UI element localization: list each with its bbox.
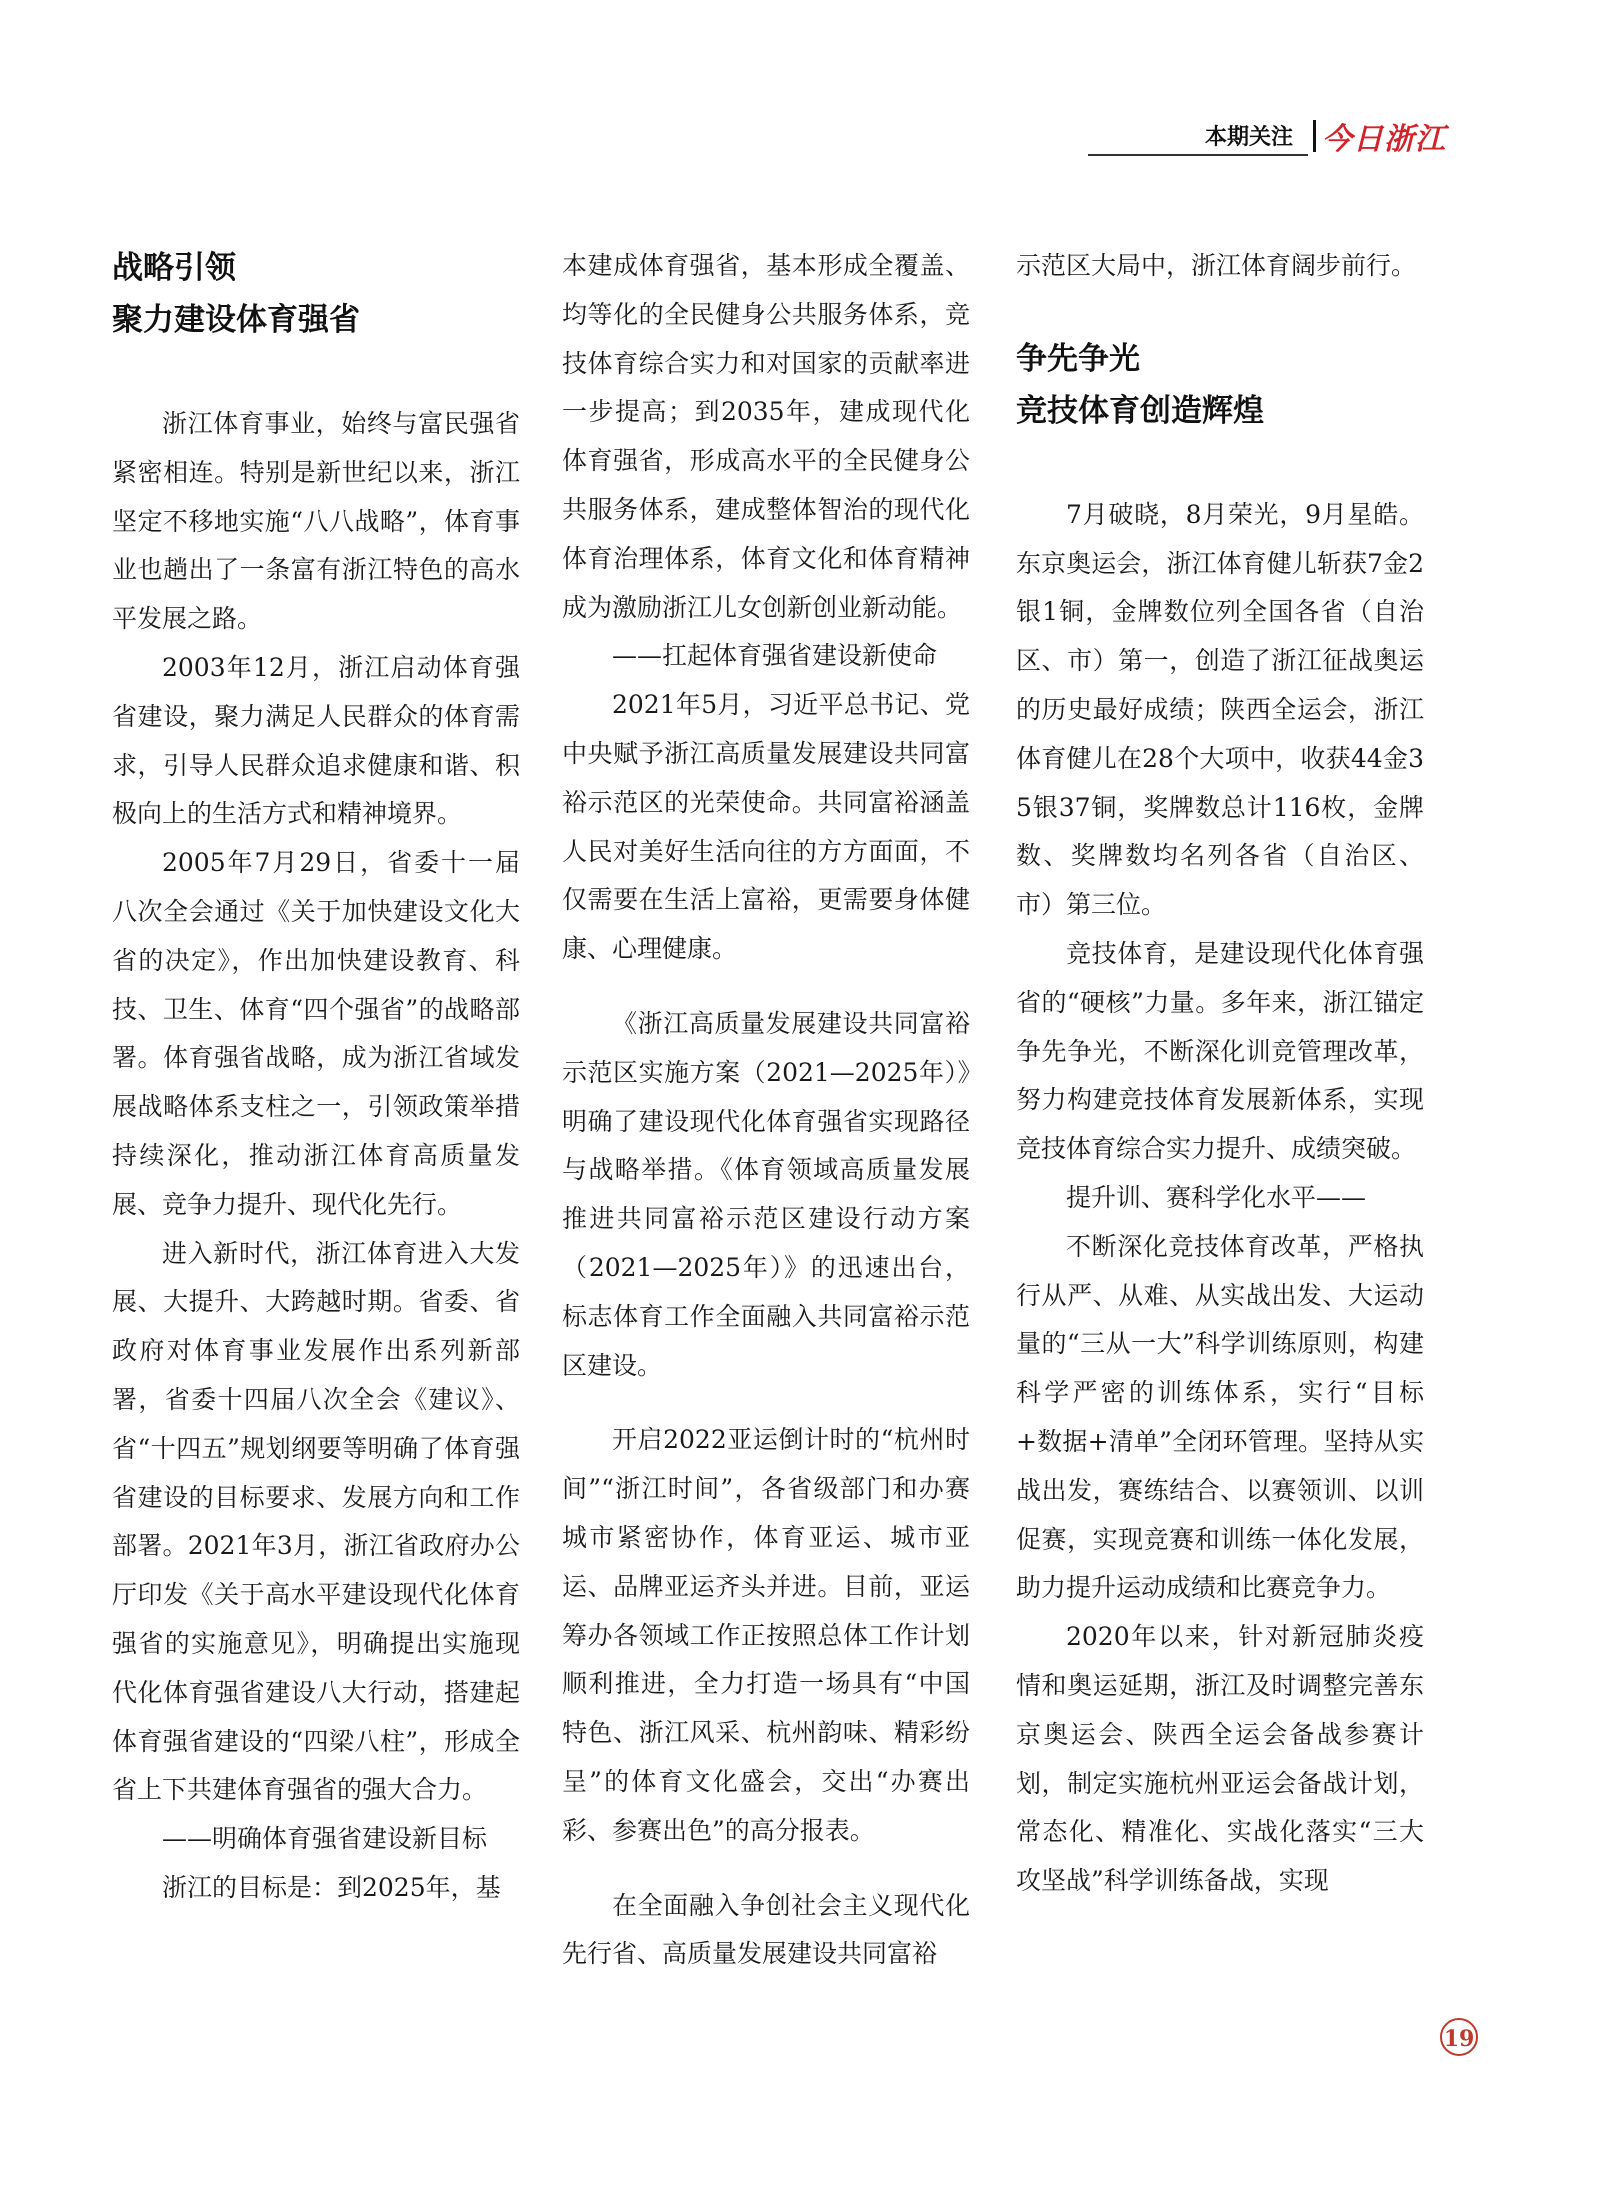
paragraph-continued: 本建成体育强省，基本形成全覆盖、均等化的全民健身公共服务体系，竞技体育综合实力和对国家的贡献率进一步提高；到2035年，建成现代化体育强省，形成高水平的全民健身公共服务体系，建成整体智治的现代化体育治理体系，体育文化和体育精神成为激励浙江儿女创新创业新动能。 bbox=[562, 251, 970, 622]
article-column-2 bbox=[562, 242, 970, 1979]
paragraph: 2005年7月29日，省委十一届八次全会通过《关于加快建设文化大省的决定》，作出加快建设教育、科技、卫生、体育“四个强省”的战略部署。体育强省战略，成为浙江省域发展战略体系支柱之一，引领政策举措持续深化，推动浙江体育高质量发展、竞争力提升、现代化先行。 bbox=[112, 848, 520, 1219]
header-separator bbox=[1313, 120, 1316, 152]
subheading: 提升训、赛科学化水平—— bbox=[1066, 1182, 1367, 1212]
paragraph: 开启2022亚运倒计时的“杭州时间”“浙江时间”，各省级部门和办赛城市紧密协作，体育亚运、城市亚运、品牌亚运齐头并进。目前，亚运筹办各领域工作正按照总体工作计划顺利推进，全力打造一场具有“中国特色、浙江风采、杭州韵味、精彩纷呈”的体育文化盛会，交出“办赛出彩、参赛出色”的高分报表。 bbox=[562, 1425, 970, 1845]
paragraph: 进入新时代，浙江体育进入大发展、大提升、大跨越时期。省委、省政府对体育事业发展作出系列新部署，省委十四届八次全会《建议》、省“十四五”规划纲要等明确了体育强省建设的目标要求、发展方向和工作部署。2021年3月，浙江省政府办公厅印发《关于高水平建设现代化体育强省的实施意见》，明确提出实施现代化体育强省建设八大行动，搭建起体育强省建设的“四梁八柱”，形成全省上下共建体育强省的强大合力。 bbox=[112, 1238, 520, 1805]
page-number: 19 bbox=[1440, 2018, 1478, 2056]
paragraph: 不断深化竞技体育改革，严格执行从严、从难、从实战出发、大运动量的“三从一大”科学训练原则，构建科学严密的训练体系，实行“目标+数据+清单”全闭环管理。坚持从实战出发，赛练结合、以赛领训、以训促赛，实现竞赛和训练一体化发展，助力提升运动成绩和比赛竞争力。 bbox=[1016, 1231, 1424, 1603]
paragraph: 浙江的目标是：到2025年，基 bbox=[162, 1872, 501, 1902]
paragraph: 2021年5月，习近平总书记、党中央赋予浙江高质量发展建设共同富裕示范区的光荣使命。共同富裕涵盖人民对美好生活向往的方方面面，不仅需要在生活上富裕，更需要身体健康、心理健康。 bbox=[562, 690, 970, 964]
subheading: ——明确体育强省建设新目标 bbox=[162, 1824, 488, 1854]
article-column-3 bbox=[1016, 242, 1424, 1906]
section-heading-line2: 竞技体育创造辉煌 bbox=[1016, 392, 1264, 429]
article-column-1 bbox=[112, 242, 520, 1913]
section-heading-line1: 争先争光 bbox=[1016, 340, 1140, 377]
section-heading-line2: 聚力建设体育强省 bbox=[112, 302, 360, 338]
paragraph-continued: 示范区大局中，浙江体育阔步前行。 bbox=[1016, 251, 1417, 280]
magazine-logo: 今日浙江 bbox=[1322, 122, 1446, 157]
paragraph: 浙江体育事业，始终与富民强省紧密相连。特别是新世纪以来，浙江坚定不移地实施“八八战略”，体育事业也趟出了一条富有浙江特色的高水平发展之路。 bbox=[112, 409, 520, 634]
paragraph: 2020年以来，针对新冠肺炎疫情和奥运延期，浙江及时调整完善东京奥运会、陕西全运会备战参赛计划，制定实施杭州亚运会备战计划，常态化、精准化、实战化落实“三大攻坚战”科学训练备战，实现 bbox=[1016, 1622, 1424, 1896]
header-rule bbox=[1088, 154, 1308, 156]
section-label: 本期关注 bbox=[1205, 125, 1294, 150]
paragraph: 竞技体育，是建设现代化体育强省的“硬核”力量。多年来，浙江锚定争先争光，不断深化训竞管理改革，努力构建竞技体育发展新体系，实现竞技体育综合实力提升、成绩突破。 bbox=[1016, 938, 1424, 1164]
subheading: ——扛起体育强省建设新使命 bbox=[612, 641, 938, 671]
paragraph: 在全面融入争创社会主义现代化先行省、高质量发展建设共同富裕 bbox=[562, 1890, 970, 1969]
page-header bbox=[1088, 118, 1446, 158]
paragraph: 《浙江高质量发展建设共同富裕示范区实施方案（2021—2025年）》明确了建设现代化体育强省实现路径与战略举措。《体育领域高质量发展推进共同富裕示范区建设行动方案（2021—2025年）》的迅速出台，标志体育工作全面融入共同富裕示范区建设。 bbox=[562, 1008, 970, 1380]
paragraph: 2003年12月，浙江启动体育强省建设，聚力满足人民群众的体育需求，引导人民群众追求健康和谐、积极向上的生活方式和精神境界。 bbox=[112, 652, 520, 829]
paragraph: 7月破晓，8月荣光，9月星皓。东京奥运会，浙江体育健儿斩获7金2银1铜，金牌数位列全国各省（自治区、市）第一，创造了浙江征战奥运的历史最好成绩；陕西全运会，浙江体育健儿在28个大项中，收获44金35银37铜，奖牌数总计116枚，金牌数、奖牌数均名列各省（自治区、市）第三位。 bbox=[1016, 499, 1424, 920]
section-heading-line1: 战略引领 bbox=[112, 250, 236, 286]
